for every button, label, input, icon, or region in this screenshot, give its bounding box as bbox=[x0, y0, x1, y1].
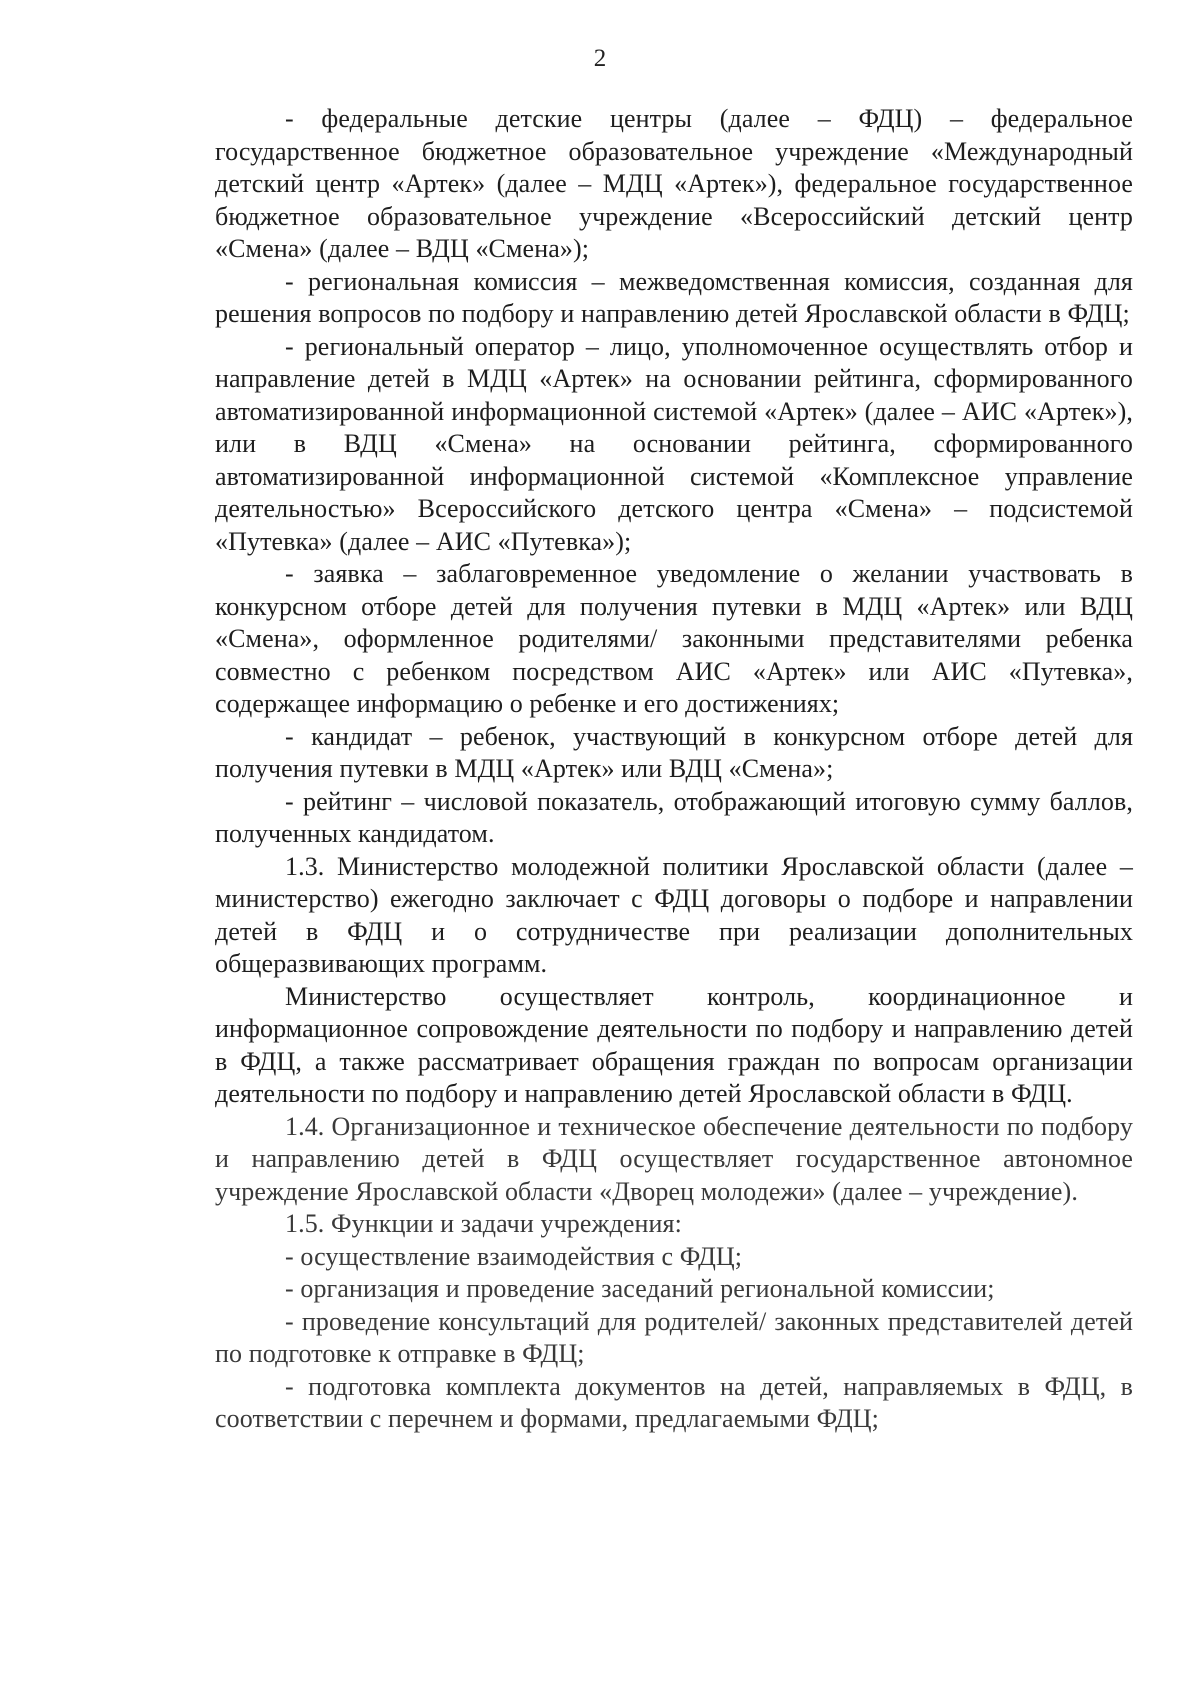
paragraph-definition-regional-operator: - региональный оператор – лицо, уполномоченное осуществлять отбор и направление детей в МДЦ «Артек» на основании рейтинга, сформированного автоматизированной информационной системой «Артек» (далее – АИС «Артек»), или в ВДЦ «Смена» на основании рейтинга, сформированного автоматизированной информационной системой «Комплексное управление деятельностью» Всероссийского детского центра «Смена» – подсистемой «Путевка» (далее – АИС «Путевка»); bbox=[215, 331, 1133, 556]
page-number: 2 bbox=[593, 45, 607, 72]
paragraph-section-1-4: 1.4. Организационное и техническое обеспечение деятельности по подбору и направлению детей в ФДЦ осуществляет государственное автономное учреждение Ярославской области «Дворец молодежи» (далее – учреждение). bbox=[215, 1111, 1133, 1206]
paragraph-definition-fdc: - федеральные детские центры (далее – ФДЦ) – федеральное государственное бюджетное образовательное учреждение «Международный детский центр «Артек» (далее – МДЦ «Артек»), федеральное государственное бюджетное образовательное учреждение «Всероссийский детский центр «Смена» (далее – ВДЦ «Смена»); bbox=[215, 104, 1133, 263]
paragraph-definition-candidate: - кандидат – ребенок, участвующий в конкурсном отборе детей для получения путевки в МДЦ «Артек» или ВДЦ «Смена»; bbox=[215, 721, 1133, 783]
paragraph-section-1-5-heading: 1.5. Функции и задачи учреждения: bbox=[285, 1209, 682, 1238]
paragraph-definition-rating: - рейтинг – числовой показатель, отображающий итоговую сумму баллов, полученных кандидатом. bbox=[215, 786, 1133, 848]
paragraph-definition-application: - заявка – заблаговременное уведомление о желании участвовать в конкурсном отборе детей для получения путевки в МДЦ «Артек» или ВДЦ «Смена», оформленное родителями/ законными представителями ребенка совместно с ребенком посредством АИС «Артек» или АИС «Путевка», содержащее информацию о ребенке и его достижениях; bbox=[215, 559, 1133, 718]
document-body bbox=[215, 103, 1133, 1436]
list-item-commission-meetings: - организация и проведение заседаний региональной комиссии; bbox=[285, 1274, 995, 1303]
paragraph-section-1-3: 1.3. Министерство молодежной политики Ярославской области (далее – министерство) ежегодно заключает с ФДЦ договоры о подборе и направлении детей в ФДЦ и о сотрудничестве при реализации дополнительных общеразвивающих программ. bbox=[215, 851, 1133, 978]
list-item-documents: - подготовка комплекта документов на детей, направляемых в ФДЦ, в соответствии с перечнем и формами, предлагаемыми ФДЦ; bbox=[215, 1371, 1133, 1433]
paragraph-ministry-control: Министерство осуществляет контроль, координационное и информационное сопровождение деятельности по подбору и направлению детей в ФДЦ, а также рассматривает обращения граждан по вопросам организации деятельности по подбору и направлению детей Ярославской области в ФДЦ. bbox=[215, 981, 1133, 1108]
list-item-consultations: - проведение консультаций для родителей/ законных представителей детей по подготовке к отправке в ФДЦ; bbox=[215, 1306, 1133, 1368]
list-item-interaction: - осуществление взаимодействия с ФДЦ; bbox=[285, 1241, 743, 1271]
paragraph-definition-regional-commission: - региональная комиссия – межведомственная комиссия, созданная для решения вопросов по подбору и направлению детей Ярославской области в ФДЦ; bbox=[215, 266, 1133, 328]
